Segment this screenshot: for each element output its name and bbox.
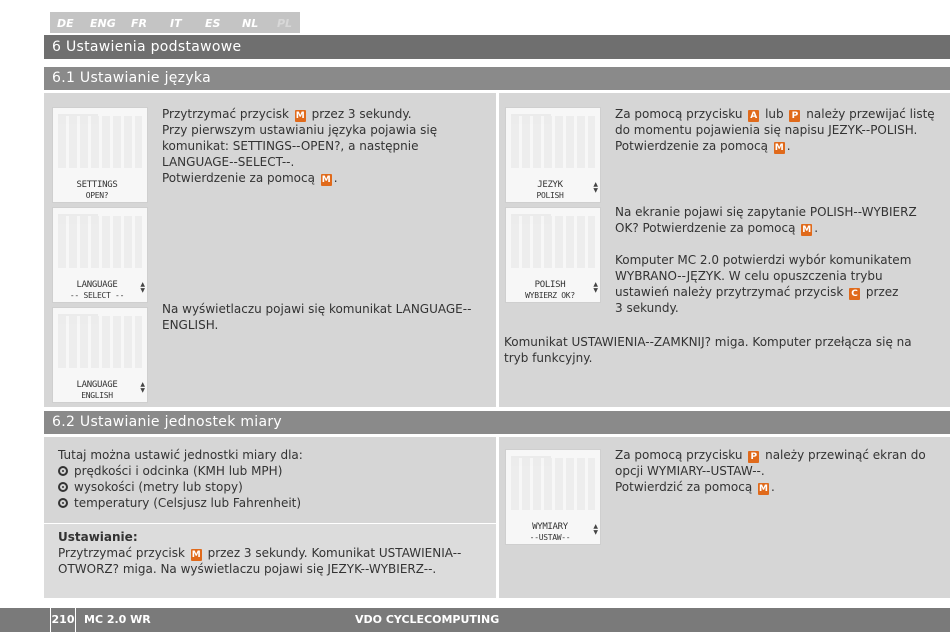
text-fragment: OK? Potwierdzenie za pomocą xyxy=(615,221,800,235)
display-screen-jezyk-polish xyxy=(505,107,601,203)
text-fragment: przez xyxy=(862,285,899,299)
arrows-icon: ▲ ▼ xyxy=(593,523,598,536)
text-fragment: należy przewijać listę xyxy=(802,107,935,121)
text-fragment: lub xyxy=(761,107,788,121)
text-fragment: . xyxy=(786,139,791,153)
text-line: ENGLISH. xyxy=(162,318,219,332)
bullet-icon xyxy=(58,482,68,492)
key-p-icon: P xyxy=(789,110,800,122)
units-setting-text xyxy=(58,529,488,577)
lang-tab-pl[interactable]: PL xyxy=(277,17,293,30)
lang-tab-it[interactable]: IT xyxy=(170,17,182,30)
display-line-1: SETTINGS xyxy=(76,180,118,190)
key-m-icon: M xyxy=(759,484,768,494)
text-line: Przy pierwszym ustawianiu języka pojawia się xyxy=(162,123,438,137)
display-line-1: WYMIARY xyxy=(532,522,568,532)
key-m-icon: M xyxy=(802,225,812,235)
text-line: WYBRANO--JĘZYK. W celu opuszczenia trybu xyxy=(615,269,883,283)
display-line-1: POLISH xyxy=(534,280,566,290)
units-step-text xyxy=(615,447,945,495)
text-line: Komputer MC 2.0 potwierdzi wybór komunikatem xyxy=(615,253,912,267)
lang-tab-eng[interactable]: ENG xyxy=(90,17,116,30)
display-ghost-digits xyxy=(511,458,595,510)
text-fragment: Potwierdzenie za pomocą xyxy=(162,171,319,185)
bullet-item: temperatury (Celsjusz lub Fahrenheit) xyxy=(74,496,302,510)
display-line-2: ENGLISH xyxy=(81,391,113,400)
language-bar xyxy=(0,0,950,33)
text-line: opcji WYMIARY--USTAW--. xyxy=(615,464,765,478)
language-step-4-text xyxy=(615,204,945,236)
lang-tab-fr[interactable]: FR xyxy=(131,17,147,30)
text-fragment: Za pomocą przycisku xyxy=(615,448,747,462)
text-line: Na ekranie pojawi się zapytanie POLISH--WYBIERZ xyxy=(615,205,917,219)
bullet-icon xyxy=(58,466,68,476)
text-line: Na wyświetlaczu pojawi się komunikat LANGUAGE-- xyxy=(162,302,472,316)
text-fragment: . xyxy=(771,480,775,494)
text-line: Komunikat USTAWIENIA--ZAMKNIJ? miga. Komputer przełącza się na xyxy=(504,335,912,349)
units-intro: Tutaj można ustawić jednostki miary dla: xyxy=(58,448,303,462)
page-number: 210 xyxy=(50,608,76,632)
footer xyxy=(0,608,950,632)
text-line: komunikat: SETTINGS--OPEN?, a następnie xyxy=(162,139,419,153)
display-screen-wymiary xyxy=(505,449,601,545)
language-step-6-text xyxy=(504,334,944,366)
display-ghost-digits xyxy=(58,316,142,368)
text-line: 3 sekundy. xyxy=(615,301,679,315)
display-screen-settings xyxy=(52,107,148,203)
text-fragment: Przytrzymać przycisk xyxy=(162,107,293,121)
footer-model: MC 2.0 WR xyxy=(84,613,151,626)
bullet-icon xyxy=(58,498,68,508)
arrows-icon: ▲ ▼ xyxy=(140,281,145,294)
lang-tab-nl[interactable]: NL xyxy=(242,17,259,30)
key-m-icon: M xyxy=(774,143,784,153)
language-step-1-text xyxy=(162,106,492,186)
display-ghost-digits xyxy=(511,216,595,268)
display-line-2: POLISH xyxy=(536,191,564,200)
key-m-icon: M xyxy=(321,175,331,185)
language-step-3-text xyxy=(615,106,945,154)
arrows-icon: ▲ ▼ xyxy=(140,381,145,394)
display-line-2: --USTAW-- xyxy=(529,533,571,542)
language-step-2-text xyxy=(162,301,492,333)
text-line: LANGUAGE--SELECT--. xyxy=(162,155,295,169)
section-title: 6 Ustawienia podstawowe xyxy=(44,35,950,59)
key-m-icon: M xyxy=(295,111,305,121)
display-line-2: OPEN? xyxy=(85,191,109,200)
arrows-icon: ▲ ▼ xyxy=(593,181,598,194)
key-p-icon: P xyxy=(748,451,759,463)
key-a-icon: A xyxy=(748,110,759,122)
display-ghost-digits xyxy=(58,216,142,268)
units-intro-text xyxy=(58,447,488,511)
text-fragment: . xyxy=(814,221,819,235)
display-ghost-digits xyxy=(58,116,142,168)
text-line: OTWORZ? miga. Na wyświetlaczu pojawi się JEZYK--WYBIERZ--. xyxy=(58,562,437,576)
text-line: do momentu pojawienia się napisu JEZYK--POLISH. xyxy=(615,123,918,137)
display-line-1: LANGUAGE xyxy=(76,280,118,290)
language-step-5-text xyxy=(615,252,945,316)
subsection-title-units: 6.2 Ustawianie jednostek miary xyxy=(44,411,950,434)
text-fragment: . xyxy=(333,171,338,185)
text-fragment: należy przewinąć ekran do xyxy=(761,448,926,462)
key-m-icon: M xyxy=(191,550,201,560)
display-screen-language-english xyxy=(52,307,148,403)
text-line: tryb funkcyjny. xyxy=(504,351,593,365)
lang-tab-de[interactable]: DE xyxy=(57,17,74,30)
display-ghost-digits xyxy=(511,116,595,168)
display-line-2: WYBIERZ OK? xyxy=(525,291,575,300)
text-fragment: Potwierdzić za pomocą xyxy=(615,480,756,494)
display-line-1: LANGUAGE xyxy=(76,380,118,390)
display-line-1: JEZYK xyxy=(537,180,563,190)
lang-tab-es[interactable]: ES xyxy=(205,17,221,30)
bullet-item: prędkości i odcinka (KMH lub MPH) xyxy=(74,464,283,478)
arrows-icon: ▲ ▼ xyxy=(593,281,598,294)
subsection-title-language: 6.1 Ustawianie języka xyxy=(44,67,950,90)
display-screen-language-select xyxy=(52,207,148,303)
display-line-2: -- SELECT -- xyxy=(69,291,125,300)
setting-label: Ustawianie: xyxy=(58,530,138,544)
text-fragment: ustawień należy przytrzymać przycisk xyxy=(615,285,848,299)
text-fragment: przez 3 sekundy. xyxy=(307,107,412,121)
footer-brand: VDO CYCLECOMPUTING xyxy=(355,613,500,626)
display-screen-polish-ok xyxy=(505,207,601,303)
bullet-item: wysokości (metry lub stopy) xyxy=(74,480,243,494)
text-fragment: przez 3 sekundy. Komunikat USTAWIENIA-- xyxy=(203,546,462,560)
text-fragment: Przytrzymać przycisk xyxy=(58,546,189,560)
text-fragment: Za pomocą przycisku xyxy=(615,107,747,121)
key-c-icon: C xyxy=(849,288,860,300)
text-fragment: Potwierdzenie za pomocą xyxy=(615,139,772,153)
